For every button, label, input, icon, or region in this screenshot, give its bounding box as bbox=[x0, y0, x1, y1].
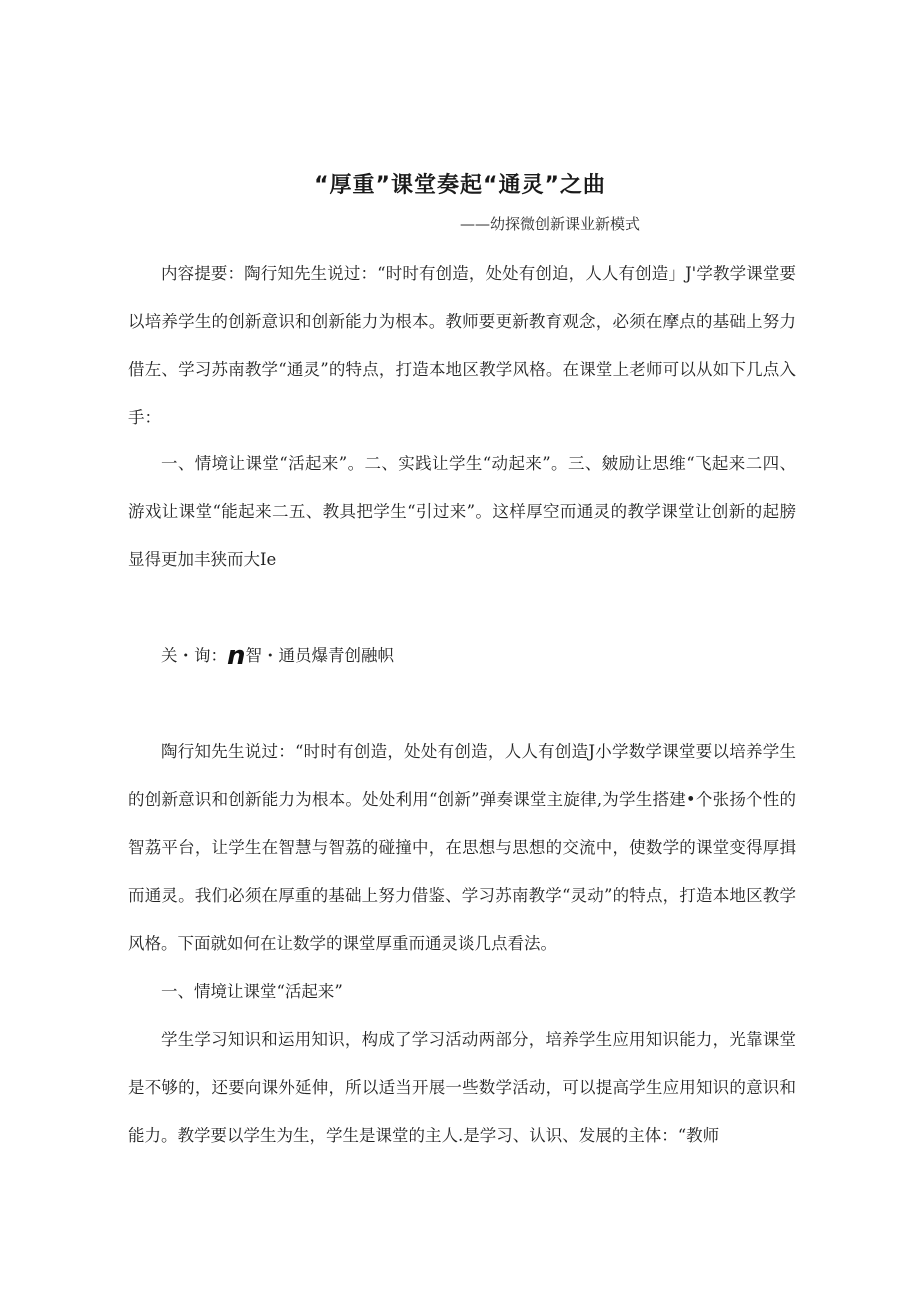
abstract-paragraph: 内容提要：陶行知先生说过：“时时有创造，处处有创迫，人人有创造」J'学教学课堂要以培养学生的创新意识和创新能力为根本。教师要更新教育观念，必须在摩点的基础上努力借左、学习苏南教学“通灵”的特点，打造本地区教学风格。在课堂上老师可以从如下几点入手： bbox=[128, 264, 796, 427]
keywords-label: 关・询： bbox=[161, 646, 227, 665]
section-heading-1: 一、情境让课堂“活起来” bbox=[161, 982, 343, 1001]
keywords-text: 智・通员爆青创融帜 bbox=[245, 646, 395, 665]
document-subtitle: ——幼探微创新课业新模式 bbox=[460, 215, 641, 233]
document-title: “厚重”课堂奏起“通灵”之曲 bbox=[314, 173, 606, 198]
keywords-line bbox=[128, 632, 796, 680]
key-points-paragraph: 一、情境让课堂“活起来”。二、实践让学生“动起来”。三、皴励让思维“飞起来二四、游戏让课堂“能起来二五、教具把学生“引过来”。这样厚空而通灵的教学课堂让创新的起膀显得更加丰狭而大Ie bbox=[128, 454, 796, 569]
intro-paragraph: 陶行知先生说过：“时时有创造，处处有创造，人人有创造J小学数学课堂要以培养学生的创新意识和创新能力为根本。处处利用“创新”弹奏课堂主旋律,为学生搭建•个张扬个性的智荔平台，让学生在智慧与智荔的碰撞中，在思想与思想的交流中，使数学的课堂变得厚揖而通灵。我们必须在厚重的基础上努力借鉴、学习苏南教学“灵动”的特点，打造本地区教学风格。下面就如何在让数学的课堂厚重而通灵谈几点看法。 bbox=[128, 742, 796, 953]
keywords-mark: n bbox=[227, 641, 246, 671]
section-body-1: 学生学习知识和运用知识，构成了学习活动两部分，培养学生应用知识能力，光靠课堂是不够的，还要向课外延伸，所以适当开展一些数学活动，可以提高学生应用知识的意识和能力。教学要以学生为生，学生是课堂的主人.是学习、认识、发展的主体：“教师 bbox=[128, 1030, 796, 1145]
